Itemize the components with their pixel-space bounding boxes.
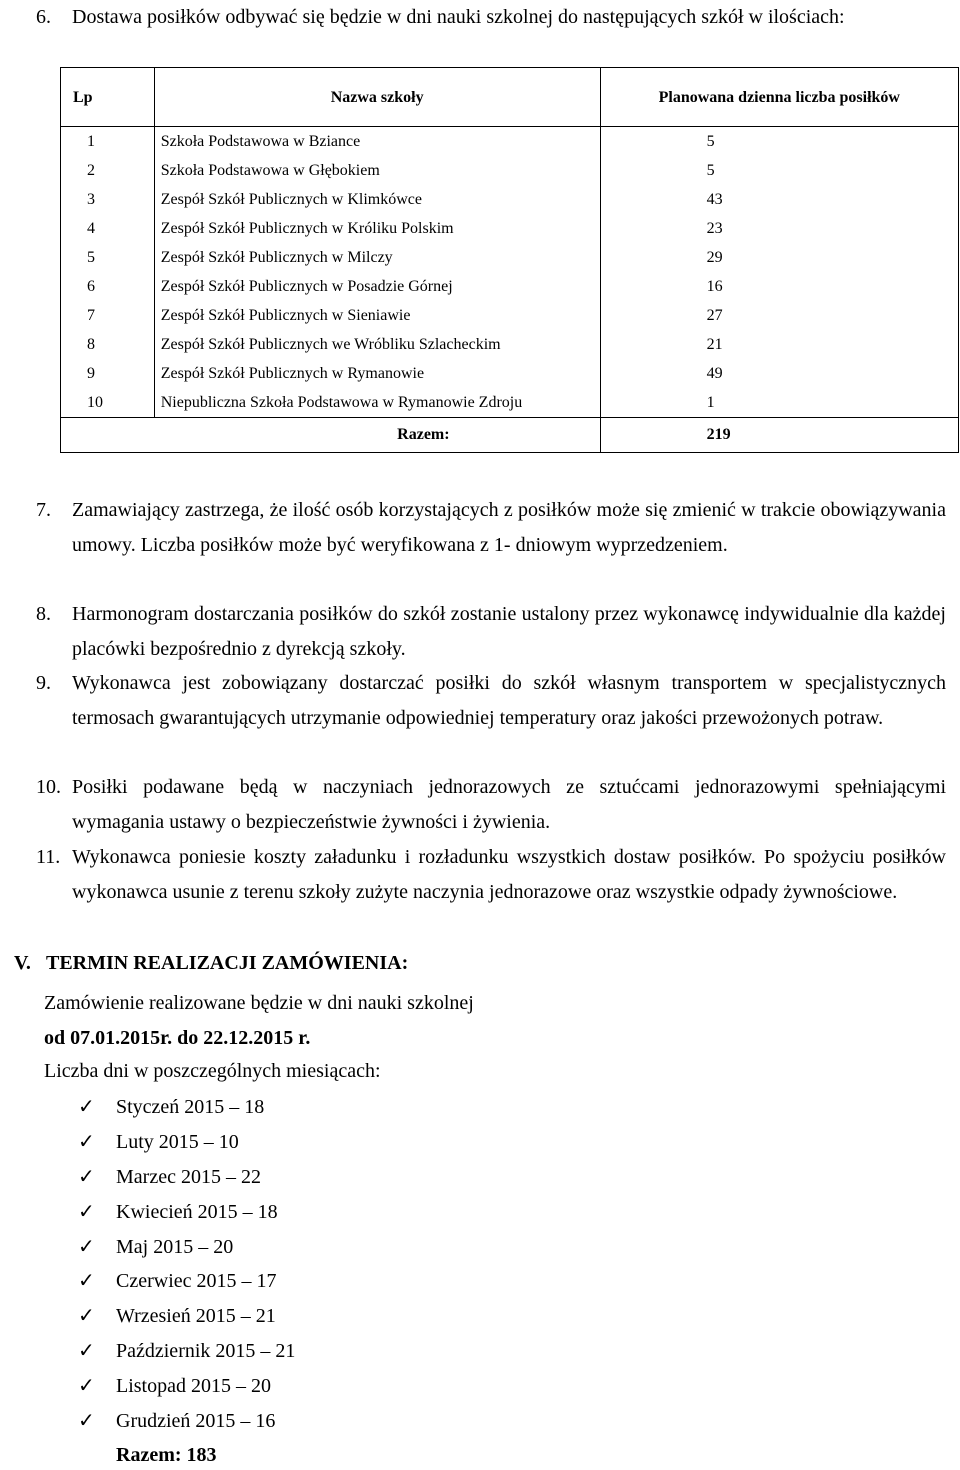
- month-days-text: Listopad 2015 – 20: [116, 1375, 271, 1398]
- item-number: 11.: [36, 846, 61, 868]
- cell-school-name: Zespół Szkół Publicznych w Króliku Polskim: [154, 214, 600, 243]
- month-days-text: Marzec 2015 – 22: [116, 1165, 261, 1188]
- table-header-row: [61, 68, 959, 127]
- schools-table: [60, 67, 959, 453]
- item-text: Zamawiający zastrzega, że ilość osób korzystających z posiłków może się zmienić w trakcie obowiązywania umowy. Liczba posiłków może być weryfikowana z 1- dniowym wyprzedzeniem.: [72, 499, 946, 556]
- list-item: [78, 1089, 295, 1124]
- cell-lp: 5: [61, 243, 155, 272]
- paragraph-item-10: [36, 770, 946, 839]
- list-item: [78, 1368, 295, 1403]
- item-text: Wykonawca jest zobowiązany dostarczać posiłki do szkół własnym transportem w specjalistycznych termosach gwarantujących utrzymanie odpowiedniej temperatury oraz jakości przewożonych potraw.: [72, 672, 946, 729]
- cell-lp: 1: [61, 127, 155, 157]
- paragraph-item-7: [36, 493, 946, 562]
- table-row: [61, 272, 959, 301]
- checkmark-icon: ✓: [78, 1128, 95, 1153]
- list-item: [78, 1298, 295, 1333]
- cell-lp: 8: [61, 330, 155, 359]
- section-title: TERMIN REALIZACJI ZAMÓWIENIA:: [46, 952, 409, 974]
- item-number: 9.: [36, 672, 51, 694]
- cell-meal-count: 43: [600, 185, 958, 214]
- cell-meal-count: 29: [600, 243, 958, 272]
- month-days-text: Styczeń 2015 – 18: [116, 1096, 265, 1118]
- section-number: V.: [14, 952, 31, 974]
- month-days-text: Październik 2015 – 21: [116, 1340, 296, 1363]
- header-meal-count: Planowana dzienna liczba posiłków: [600, 68, 958, 127]
- paragraph-item-11: [36, 840, 946, 909]
- list-item: [78, 1159, 295, 1194]
- table-row: [61, 127, 959, 157]
- item-text: Posiłki podawane będą w naczyniach jednorazowych ze sztućcami jednorazowymi spełniającymi wymagania ustawy o bezpieczeństwie żywności i żywienia.: [72, 776, 946, 833]
- cell-school-name: Zespół Szkół Publicznych w Posadzie Górnej: [154, 272, 600, 301]
- cell-meal-count: 49: [600, 359, 958, 388]
- cell-meal-count: 23: [600, 214, 958, 243]
- checkmark-icon: ✓: [78, 1268, 95, 1293]
- total-label: Razem:: [61, 418, 601, 453]
- item-number: 8.: [36, 603, 51, 625]
- table-row: [61, 185, 959, 214]
- cell-meal-count: 27: [600, 301, 958, 330]
- cell-school-name: Szkoła Podstawowa w Głębokiem: [154, 156, 600, 185]
- cell-meal-count: 21: [600, 330, 958, 359]
- cell-lp: 3: [61, 185, 155, 214]
- table-body: [61, 127, 959, 418]
- list-item: [78, 1403, 295, 1438]
- months-list: [78, 1089, 295, 1438]
- item-number: 7.: [36, 499, 51, 521]
- paragraph-item-6: [36, 0, 946, 35]
- checkmark-icon: ✓: [78, 1198, 95, 1223]
- table-row: [61, 156, 959, 185]
- checkmark-icon: ✓: [78, 1408, 95, 1433]
- table-row: [61, 301, 959, 330]
- month-days-text: Czerwiec 2015 – 17: [116, 1270, 277, 1293]
- table-total-row: [61, 418, 959, 453]
- total-value: 219: [600, 418, 958, 453]
- cell-school-name: Zespół Szkół Publicznych w Klimkówce: [154, 185, 600, 214]
- cell-lp: 2: [61, 156, 155, 185]
- cell-meal-count: 5: [600, 156, 958, 185]
- table-row: [61, 214, 959, 243]
- checkmark-icon: ✓: [78, 1163, 95, 1188]
- item-text: Wykonawca poniesie koszty załadunku i rozładunku wszystkich dostaw posiłków. Po spożyciu posiłków wykonawca usunie z terenu szkoły zużyte naczynia jednorazowe oraz wszystkie odpady żywnościowe.: [72, 846, 946, 903]
- days-per-month-label: Liczba dni w poszczególnych miesiącach:: [44, 1060, 381, 1082]
- cell-school-name: Zespół Szkół Publicznych we Wróbliku Szlacheckim: [154, 330, 600, 359]
- month-days-text: Kwiecień 2015 – 18: [116, 1200, 278, 1223]
- checkmark-icon: ✓: [78, 1338, 95, 1363]
- cell-school-name: Zespół Szkół Publicznych w Milczy: [154, 243, 600, 272]
- table-row: [61, 359, 959, 388]
- month-days-text: Luty 2015 – 10: [116, 1130, 239, 1153]
- item-number: 10.: [36, 776, 61, 798]
- checkmark-icon: ✓: [78, 1094, 95, 1118]
- cell-lp: 7: [61, 301, 155, 330]
- cell-lp: 6: [61, 272, 155, 301]
- cell-lp: 4: [61, 214, 155, 243]
- date-range-line: od 07.01.2015r. do 22.12.2015 r.: [44, 1027, 311, 1049]
- section-heading: [14, 948, 408, 978]
- table-row: [61, 243, 959, 272]
- header-lp: Lp: [61, 68, 155, 127]
- paragraph-item-8: [36, 597, 946, 666]
- cell-school-name: Zespół Szkół Publicznych w Rymanowie: [154, 359, 600, 388]
- cell-lp: 9: [61, 359, 155, 388]
- cell-meal-count: 5: [600, 127, 958, 157]
- list-item: [78, 1194, 295, 1229]
- checkmark-icon: ✓: [78, 1233, 95, 1258]
- list-item: [78, 1333, 295, 1368]
- checkmark-icon: ✓: [78, 1303, 95, 1328]
- month-days-text: Grudzień 2015 – 16: [116, 1410, 276, 1433]
- month-days-text: Maj 2015 – 20: [116, 1235, 234, 1258]
- months-total: Razem: 183: [116, 1444, 217, 1466]
- cell-meal-count: 16: [600, 272, 958, 301]
- table-row: [61, 330, 959, 359]
- list-item: [78, 1263, 295, 1298]
- month-days-text: Wrzesień 2015 – 21: [116, 1305, 276, 1328]
- cell-lp: 10: [61, 388, 155, 418]
- checkmark-icon: ✓: [78, 1373, 95, 1398]
- paragraph-item-9: [36, 666, 946, 735]
- cell-school-name: Niepubliczna Szkoła Podstawowa w Rymanowie Zdroju: [154, 388, 600, 418]
- header-school-name: Nazwa szkoły: [154, 68, 600, 127]
- item-number: 6.: [36, 6, 51, 28]
- realization-line: Zamówienie realizowane będzie w dni nauki szkolnej: [44, 992, 474, 1014]
- cell-school-name: Zespół Szkół Publicznych w Sieniawie: [154, 301, 600, 330]
- item-text: Dostawa posiłków odbywać się będzie w dni nauki szkolnej do następujących szkół w ilościach:: [72, 6, 845, 28]
- item-text: Harmonogram dostarczania posiłków do szkół zostanie ustalony przez wykonawcę indywidualnie dla każdej placówki bezpośrednio z dyrekcją szkoły.: [72, 603, 946, 660]
- cell-school-name: Szkoła Podstawowa w Bziance: [154, 127, 600, 157]
- table-row: [61, 388, 959, 418]
- cell-meal-count: 1: [600, 388, 958, 418]
- list-item: [78, 1229, 295, 1264]
- list-item: [78, 1124, 295, 1159]
